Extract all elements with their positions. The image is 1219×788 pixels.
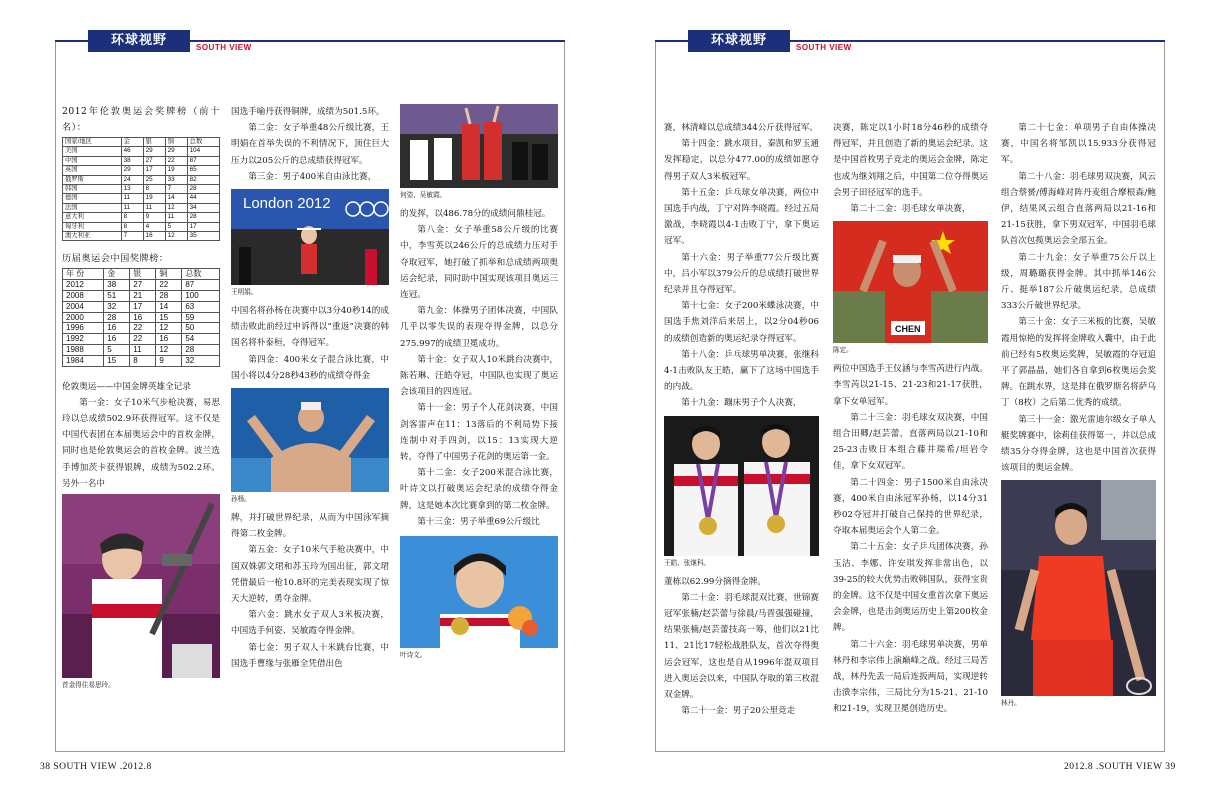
table-row — [63, 213, 220, 222]
table-cell: 51 — [104, 291, 130, 302]
paragraph: 第十五金：乒乓球女单决赛，两位中国选手内战，丁宁对阵李晓霞。经过五局激战，李晓霞以4-1击败丁宁，拿下奥运冠军。 — [664, 187, 819, 247]
table-cell: 15 — [156, 312, 182, 323]
table-cell: 1988 — [63, 345, 104, 356]
paragraph: 第二十一金：男子20公里竞走 — [681, 706, 796, 717]
photo-lin-dan-image — [1001, 480, 1156, 696]
table-cell: 韩国 — [63, 185, 122, 194]
table-cell: 38 — [104, 280, 130, 291]
photo-wang-hao-zhang-jike-image — [664, 416, 819, 556]
paragraph: 中国名将孙杨在决赛中以3分40秒14的成绩击败此前经过申诉得以“重返”决赛的韩国名将朴泰桓，夺得冠军。 — [231, 306, 389, 349]
table-cell: 12 — [156, 345, 182, 356]
table-cell: 28 — [182, 345, 220, 356]
right-column-3 — [1001, 120, 1156, 744]
table-header-cell: 年 份 — [63, 269, 104, 280]
medal-table-header — [63, 138, 220, 147]
paragraph: 第十六金：男子举重77公斤级比赛中，吕小军以379公斤的总成绩打破世界纪录并且夺得冠军。 — [664, 252, 819, 296]
photo-caption: 首金得住易思玲。 — [62, 681, 115, 690]
photo-caption: 王明娟。 — [231, 288, 258, 297]
table-cell: 7 — [165, 185, 187, 194]
london-2012-banner: London 2012 — [243, 195, 331, 213]
table-cell: 17 — [130, 301, 156, 312]
table-cell: 8 — [130, 355, 156, 366]
table-cell: 16 — [143, 232, 165, 241]
photo-he-zi-wu-minxia — [400, 104, 558, 188]
table-cell: 9 — [156, 355, 182, 366]
photo-caption: 陈定。 — [833, 346, 853, 355]
paragraph: 第六金：跳水女子双人3米板决赛，中国选手何姿、吴敏霞夺得金牌。 — [231, 610, 389, 637]
table-cell: 4 — [143, 222, 165, 231]
table-row — [63, 194, 220, 203]
table-cell: 22 — [165, 156, 187, 165]
medal-table-body — [63, 147, 220, 241]
paragraph: 第二十七金：单项男子自由体操决赛，中国名将邹凯以15.933分获得冠军。 — [1001, 123, 1156, 166]
table-cell: 11 — [121, 194, 143, 203]
table-header-cell: 铜 — [156, 269, 182, 280]
table-row — [63, 312, 220, 323]
table-cell: 法国 — [63, 203, 122, 212]
table-cell: 7 — [121, 232, 143, 241]
table-cell: 9 — [143, 213, 165, 222]
table-row — [63, 291, 220, 302]
table-cell: 11 — [143, 203, 165, 212]
table-cell: 65 — [187, 166, 219, 175]
paragraph: 第三十金：女子三米板的比赛，吴敏霞用惊艳的发挥将金牌收入囊中，由于此前已经有5枚奥运奖牌，吴敏霞的夺冠追平了郭晶晶，她们各自拿到6枚奥运会奖牌。在跳水界，这是排在俄罗斯名将萨乌丁（8枚）之后第二优秀的成绩。 — [1001, 317, 1156, 409]
table-row — [63, 323, 220, 334]
right-section-subtitle: SOUTH VIEW — [796, 43, 852, 52]
table-cell: 19 — [165, 166, 187, 175]
table-row — [63, 175, 220, 184]
photo-he-zi-wu-minxia-image — [400, 104, 558, 188]
table-cell: 11 — [165, 213, 187, 222]
table-cell: 46 — [121, 147, 143, 156]
table-cell: 匈牙利 — [63, 222, 122, 231]
table-cell: 16 — [156, 334, 182, 345]
paragraph: 第十三金：男子举重69公斤级比 — [417, 516, 540, 527]
table-cell: 意大利 — [63, 213, 122, 222]
table-row — [63, 345, 220, 356]
paragraph: 第十八金：乒乓球男单决赛，张继科4-1击败队友王皓，赢下了这场中国选手的内战。 — [664, 349, 819, 393]
table-cell: 17 — [143, 166, 165, 175]
photo-caption: 王皓、张继科。 — [664, 558, 711, 567]
paragraph: 第八金：女子举重58公斤级的比赛中，李雪英以246公斤的总成绩力压对手夺取冠军，她打破了抓举和总成绩两项奥运会纪录，同时助中国实现该项目奥运三连冠。 — [400, 225, 558, 301]
paragraph: 第十四金：跳水项目，秦凯和罗玉通发挥稳定，以总分477.00的成绩如愿夺得男子双人3米板冠军。 — [664, 139, 819, 182]
photo-caption: 何姿、吴敏霞。 — [400, 191, 447, 199]
left-section-subtitle: SOUTH VIEW — [196, 43, 252, 52]
table-header-cell: 银 — [130, 269, 156, 280]
medal-table — [62, 137, 220, 241]
table-cell: 11 — [121, 203, 143, 212]
table-cell: 87 — [182, 280, 220, 291]
table-row — [63, 222, 220, 231]
left-page-footer: 38 SOUTH VIEW .2012.8 — [40, 762, 152, 772]
paragraph: 第三十一金：激光雷迪尔级女子单人艇奖牌赛中，徐莉佳获得第一，并以总成绩35分夺得金牌，这也是中国首次获得该项目的奥运金牌。 — [1001, 414, 1156, 474]
paragraph: 两位中国选手王仪涵与李雪芮进行内战。李雪芮以21-15、21-23和21-17获胜，拿下女单冠军。 — [833, 364, 988, 407]
table-cell: 2008 — [63, 291, 104, 302]
paragraph: 国选手喻丹获得铜牌，成绩为501.5环。 — [231, 107, 385, 117]
table-header-cell: 金 — [121, 138, 143, 147]
photo-caption: 林丹。 — [1001, 699, 1021, 708]
medal-table-title: 2012年伦敦奥运会奖牌榜（前十名）： — [62, 106, 220, 133]
table-cell: 59 — [182, 312, 220, 323]
table-row — [63, 232, 220, 241]
table-header-cell: 金 — [104, 269, 130, 280]
table-cell: 34 — [187, 203, 219, 212]
paragraph: 第二十八金：羽毛球男双决赛，风云组合蔡赟/傅海峰对阵丹麦组合摩根森/鲍伊，结果风云组合直落两局以21-16和21-15获胜，拿下男双冠军，中国羽毛球队首次包揽奥运会全部五金。 — [1001, 171, 1156, 247]
table-header-cell: 国家/地区 — [63, 138, 122, 147]
table-cell: 8 — [121, 222, 143, 231]
table-cell: 14 — [156, 301, 182, 312]
table-cell: 32 — [182, 355, 220, 366]
table-cell: 44 — [187, 194, 219, 203]
right-section-title: 环球视野 — [688, 30, 790, 52]
table-cell: 英国 — [63, 166, 122, 175]
table-cell: 澳大利亚 — [63, 232, 122, 241]
table-cell: 1992 — [63, 334, 104, 345]
table-cell: 2004 — [63, 301, 104, 312]
photo-yi-siling-image — [62, 494, 220, 678]
right-page-footer: 2012.8 .SOUTH VIEW 39 — [1064, 762, 1176, 772]
table-cell: 德国 — [63, 194, 122, 203]
table-cell: 中国 — [63, 156, 122, 165]
paragraph: 董栋以62.99分摘得金牌。 — [664, 576, 766, 587]
right-column-1 — [664, 120, 819, 744]
paragraph: 第十七金：女子200米蝶泳决赛，中国选手焦刘洋后来居上，以2分04秒06的成绩创造新的奥运纪录夺得冠军。 — [664, 301, 819, 344]
photo-ye-shiwen — [400, 536, 558, 648]
table-cell: 1996 — [63, 323, 104, 334]
table-cell: 32 — [104, 301, 130, 312]
table-cell: 28 — [187, 185, 219, 194]
history-table-body — [63, 280, 220, 366]
table-cell: 5 — [104, 345, 130, 356]
paragraph: 第九金：体操男子团体决赛，中国队几乎以零失误的表现夺得金牌，以总分275.997的成绩卫冕成功。 — [400, 306, 558, 349]
table-cell: 24 — [121, 175, 143, 184]
left-column-1 — [62, 104, 220, 744]
table-row — [63, 301, 220, 312]
table-cell: 12 — [165, 203, 187, 212]
table-header-cell: 银 — [143, 138, 165, 147]
photo-ye-shiwen-image — [400, 536, 558, 648]
table-cell: 25 — [143, 175, 165, 184]
photo-chen-ding-image — [833, 221, 988, 343]
paragraph: 第二金：女子举重48公斤级比赛，王明娟在首举失误的不利情况下，顶住巨大压力以205公斤的总成绩获得冠军。 — [231, 123, 389, 166]
table-cell: 16 — [104, 334, 130, 345]
table-cell: 5 — [165, 222, 187, 231]
paragraph: 第十二金：女子200米混合泳比赛，叶诗文以打破奥运会纪录的成绩夺得金牌，这是她本次比赛拿到的第二枚金牌。 — [400, 468, 558, 511]
table-cell: 14 — [165, 194, 187, 203]
paragraph: 第十一金：男子个人花剑决赛，中国剑客雷声在11：13落后的不利局势下接连制中对手四剑，以15：13实现大逆转，夺得了中国男子花剑的奥运第一金。 — [400, 403, 558, 463]
table-row — [63, 355, 220, 366]
table-cell: 12 — [156, 323, 182, 334]
table-row — [63, 334, 220, 345]
paragraph: 第二十四金：男子1500米自由泳决赛，400米自由泳冠军孙杨，以14分31秒02夺冠并打破自己保持的世界纪录，夺取本届奥运会个人第二金。 — [833, 477, 988, 537]
photo-lin-dan — [1001, 480, 1156, 696]
paragraph: 的发挥，以486.78分的成绩问鼎桂冠。 — [400, 209, 551, 219]
left-column-2 — [231, 104, 389, 744]
table-cell: 21 — [130, 291, 156, 302]
paragraph: 第二十二金：羽毛球女单决赛， — [850, 204, 971, 215]
photo-caption: 孙杨。 — [231, 495, 251, 504]
table-cell: 2000 — [63, 312, 104, 323]
table-cell: 11 — [130, 345, 156, 356]
photo-yi-siling — [62, 494, 220, 678]
table-cell: 22 — [130, 334, 156, 345]
paragraph: 第一金：女子10米气步枪决赛，易思玲以总成绩502.9环获得冠军。这不仅是中国代表团在本届奥运会中的首枚金牌，同时也是伦敦奥运会的首枚金牌。波兰选手博加茨卡获得银牌，成绩为502.2环。另外一名中 — [62, 397, 220, 489]
table-cell: 38 — [121, 156, 143, 165]
table-row — [63, 185, 220, 194]
table-cell: 俄罗斯 — [63, 175, 122, 184]
table-cell: 35 — [187, 232, 219, 241]
table-cell: 28 — [187, 213, 219, 222]
paragraph: 第四金：400米女子混合泳比赛，中国小将以4分28秒43秒的成绩夺得金 — [231, 354, 389, 381]
table-header-cell: 总数 — [182, 269, 220, 280]
paragraph: 牌，并打破世界纪录，从而为中国泳军摘得第二枚金牌。 — [231, 513, 389, 540]
table-row — [63, 203, 220, 212]
photo-wang-mingjuan — [231, 189, 389, 285]
table-header-cell: 铜 — [165, 138, 187, 147]
table-cell: 82 — [187, 175, 219, 184]
photo-sun-yang — [231, 388, 389, 492]
paragraph: 赛，林清峰以总成绩344公斤获得冠军。 — [664, 123, 818, 133]
table-row — [63, 147, 220, 156]
history-table-title: 历届奥运会中国奖牌榜： — [62, 253, 169, 265]
table-cell: 63 — [182, 301, 220, 312]
right-column-2 — [833, 120, 988, 744]
table-header-cell: 总数 — [187, 138, 219, 147]
table-cell: 17 — [187, 222, 219, 231]
table-cell: 1984 — [63, 355, 104, 366]
table-cell: 15 — [104, 355, 130, 366]
table-cell: 8 — [143, 185, 165, 194]
table-cell: 27 — [130, 280, 156, 291]
table-cell: 12 — [165, 232, 187, 241]
table-row — [63, 156, 220, 165]
paragraph: 第二十五金：女子乒乓团体决赛，孙玉洁、李娜、许安琪发挥非常出色，以39-25的较大优势击败韩国队，获得宝贵的金牌。这不仅是中国女重首次拿下奥运会金牌，也是击剑奥运历史上第200枚金牌。 — [833, 542, 988, 634]
history-table-header — [63, 269, 220, 280]
table-cell: 27 — [143, 156, 165, 165]
paragraph: 第二十六金：羽毛球男单决赛，男单林丹和李宗伟上演巅峰之战。经过三局苦战，林丹先丢一局后连扳两局，实现逆转击溃李宗伟，三局比分为15-21、21-10和21-19，实现卫冕创造历史。 — [833, 639, 988, 715]
history-table — [62, 268, 220, 366]
table-cell: 33 — [165, 175, 187, 184]
table-cell: 19 — [143, 194, 165, 203]
table-cell: 2012 — [63, 280, 104, 291]
paragraph: 决赛，陈定以1小时18分46秒的成绩夺得冠军，并且创造了新的奥运会纪录。这是中国首枚男子竞走的奥运会金牌，陈定也成为继刘翔之后，中国第二位夺得奥运会男子田径冠军的选手。 — [833, 123, 988, 198]
paragraph: 第十九金：蹦床男子个人决赛， — [681, 398, 802, 409]
paragraph: 第二十九金：女子举重75公斤以上级，周璐璐获得金牌。其中抓举146公斤、挺举187公斤破奥运纪录，总成绩333公斤破世界纪录。 — [1001, 252, 1156, 312]
photo-wang-mingjuan-image — [231, 189, 389, 285]
table-cell: 104 — [187, 147, 219, 156]
photo-chen-ding — [833, 221, 988, 343]
paragraph: 第五金：女子10米气手枪决赛中，中国双姝郭文珺和苏玉玲为国出征，郭文珺凭借最后一枪10.8环的完美表现实现了惊天大逆转，勇夺金牌。 — [231, 545, 389, 605]
photo-wang-hao-zhang-jike — [664, 416, 819, 556]
table-cell: 22 — [156, 280, 182, 291]
table-cell: 28 — [156, 291, 182, 302]
bib-text: CHEN — [895, 324, 921, 335]
table-cell: 87 — [187, 156, 219, 165]
table-row — [63, 166, 220, 175]
table-cell: 100 — [182, 291, 220, 302]
table-cell: 22 — [130, 323, 156, 334]
table-cell: 16 — [130, 312, 156, 323]
table-cell: 28 — [104, 312, 130, 323]
table-cell: 50 — [182, 323, 220, 334]
table-cell: 29 — [121, 166, 143, 175]
table-cell: 29 — [143, 147, 165, 156]
left-section-title: 环球视野 — [88, 30, 190, 52]
photo-sun-yang-image — [231, 388, 389, 492]
table-cell: 8 — [121, 213, 143, 222]
paragraph: 第七金：男子双人十米跳台比赛，中国选手曹缘与张雁全凭借出色 — [231, 642, 389, 669]
article-heading: 伦敦奥运——中国金牌英雄全记录 — [62, 381, 191, 392]
paragraph: 第三金：男子400米自由泳比赛， — [248, 171, 377, 182]
table-cell: 美国 — [63, 147, 122, 156]
paragraph: 第二十金：羽毛球混双比赛，世锦赛冠军张楠/赵芸蕾与徐晨/马晋强强碰撞，结果张楠/赵芸蕾技高一筹，他们以21比11、21比17轻松战胜队友，首次夺得奥运会冠军，这也是自从1996年混双项目进入奥运会以来，中国队夺取的第三枚混双金牌。 — [664, 592, 819, 701]
paragraph: 第十金：女子双人10米跳台决赛中，陈若琳、汪皓夺冠，中国队也实现了奥运会该项目的四连冠。 — [400, 354, 558, 398]
photo-caption: 叶诗文。 — [400, 651, 427, 660]
table-cell: 13 — [121, 185, 143, 194]
table-cell: 54 — [182, 334, 220, 345]
table-cell: 16 — [104, 323, 130, 334]
paragraph: 第二十三金：羽毛球女双决赛，中国组合田卿/赵芸蕾，直落两局以21-10和25-23击败日本组合藤井瑞希/垣岩令佳，拿下女双冠军。 — [833, 412, 988, 472]
table-cell: 29 — [165, 147, 187, 156]
table-row — [63, 280, 220, 291]
left-column-3 — [400, 104, 558, 744]
